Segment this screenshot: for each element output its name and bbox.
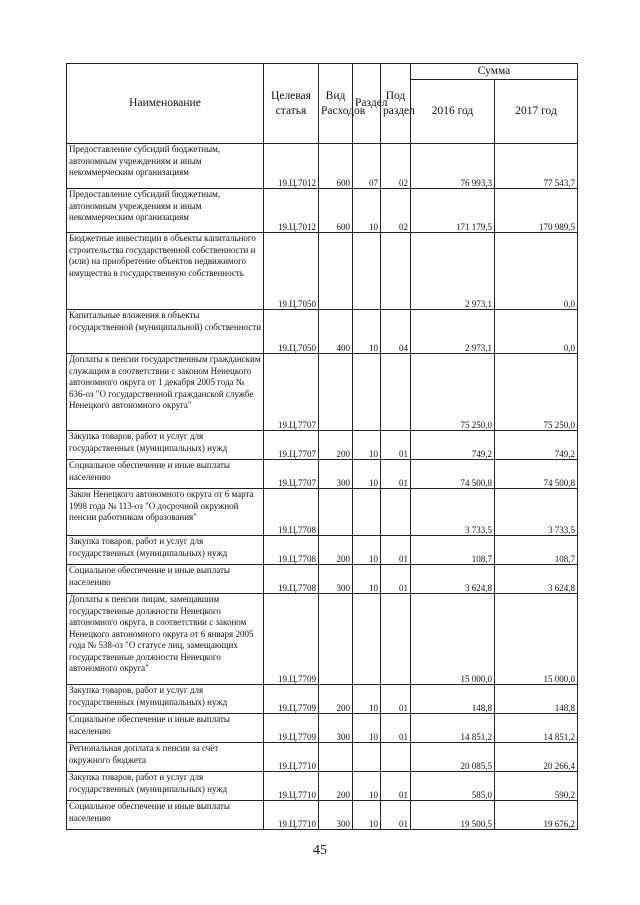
- row-sum-2017: 0,0: [495, 310, 578, 354]
- row-sum-2017: 108,7: [495, 536, 578, 565]
- row-subsection: [381, 489, 411, 536]
- row-name: Доплаты к пенсии государственным гражданским служащим в соответствии с законом Ненецкого автономного округа от 1 декабря 2005 года № 636-оз "О государственной гражданской службе Ненецкого автономного округа": [67, 354, 264, 431]
- header-section: Раздел: [353, 64, 381, 144]
- row-target-article: 19.Ц.7012: [264, 144, 319, 189]
- row-section: [353, 354, 381, 431]
- row-target-article: 19.Ц.7710: [264, 743, 319, 772]
- table-row: [67, 489, 578, 536]
- row-target-article: 19.Ц.7707: [264, 431, 319, 460]
- row-expense-type: 300: [319, 565, 353, 594]
- row-section: [353, 489, 381, 536]
- row-name: Капитальные вложения в объекты государственной (муниципальной) собственности: [67, 310, 264, 354]
- header-sum: Сумма: [411, 64, 578, 80]
- row-expense-type: 300: [319, 460, 353, 489]
- row-section: [353, 594, 381, 685]
- row-target-article: 19.Ц.7708: [264, 536, 319, 565]
- row-subsection: [381, 354, 411, 431]
- row-section: [353, 233, 381, 310]
- row-target-article: 19.Ц.7012: [264, 189, 319, 233]
- row-expense-type: 600: [319, 144, 353, 189]
- row-subsection: 02: [381, 189, 411, 233]
- row-target-article: 19.Ц.7707: [264, 460, 319, 489]
- row-section: 10: [353, 565, 381, 594]
- row-name: Предоставление субсидий бюджетным, автономным учреждениям и иным некоммерческим организациям: [67, 144, 264, 189]
- row-name: Социальное обеспечение и иные выплаты населению: [67, 565, 264, 594]
- row-section: 10: [353, 460, 381, 489]
- row-expense-type: 300: [319, 801, 353, 830]
- row-sum-2016: 585,0: [411, 772, 495, 801]
- row-target-article: 19.Ц.7707: [264, 354, 319, 431]
- table-row: [67, 594, 578, 685]
- row-expense-type: [319, 743, 353, 772]
- row-target-article: 19.Ц.7709: [264, 594, 319, 685]
- row-sum-2017: 3 624,8: [495, 565, 578, 594]
- row-sum-2016: 749,2: [411, 431, 495, 460]
- row-sum-2017: 19 676,2: [495, 801, 578, 830]
- row-subsection: 02: [381, 144, 411, 189]
- row-name: Доплаты к пенсии лицам, замещавшим государственные должности Ненецкого автономного округа, в соответствии с законом Ненецкого автономного округа от 6 января 2005 года № 538-оз "О статусе лиц, замещающих государственные должности Ненецкого автономного округа": [67, 594, 264, 685]
- row-target-article: 19.Ц.7708: [264, 489, 319, 536]
- row-name: Социальное обеспечение и иные выплаты населению: [67, 460, 264, 489]
- row-sum-2017: 0,0: [495, 233, 578, 310]
- row-subsection: 01: [381, 431, 411, 460]
- row-sum-2016: 75 250,0: [411, 354, 495, 431]
- table-row: [67, 233, 578, 310]
- row-subsection: 01: [381, 685, 411, 714]
- row-target-article: 19.Ц.7710: [264, 801, 319, 830]
- row-sum-2016: 76 993,3: [411, 144, 495, 189]
- row-sum-2016: 148,8: [411, 685, 495, 714]
- table-row: [67, 144, 578, 189]
- table-row: [67, 460, 578, 489]
- row-section: 10: [353, 772, 381, 801]
- row-sum-2016: 15 000,0: [411, 594, 495, 685]
- row-sum-2017: 3 733,5: [495, 489, 578, 536]
- row-sum-2017: 74 500,8: [495, 460, 578, 489]
- row-section: 10: [353, 431, 381, 460]
- row-sum-2017: 75 250,0: [495, 354, 578, 431]
- row-subsection: [381, 743, 411, 772]
- row-sum-2017: 590,2: [495, 772, 578, 801]
- row-subsection: 01: [381, 801, 411, 830]
- table-row: [67, 354, 578, 431]
- row-sum-2016: 14 851,2: [411, 714, 495, 743]
- table-row: [67, 743, 578, 772]
- row-target-article: 19.Ц.7709: [264, 685, 319, 714]
- row-expense-type: [319, 489, 353, 536]
- row-subsection: 01: [381, 536, 411, 565]
- row-target-article: 19.Ц.7710: [264, 772, 319, 801]
- header-expense-type: Вид Расходов: [319, 64, 353, 144]
- header-year-2016: 2016 год: [411, 80, 495, 144]
- row-section: 10: [353, 189, 381, 233]
- row-sum-2016: 20 085,5: [411, 743, 495, 772]
- row-target-article: 19.Ц.7709: [264, 714, 319, 743]
- table-row: [67, 189, 578, 233]
- row-sum-2017: 749,2: [495, 431, 578, 460]
- row-sum-2016: 74 500,8: [411, 460, 495, 489]
- row-expense-type: [319, 594, 353, 685]
- row-sum-2016: 3 624,8: [411, 565, 495, 594]
- row-subsection: [381, 594, 411, 685]
- table-row: [67, 714, 578, 743]
- table-body: [67, 144, 578, 830]
- row-subsection: [381, 233, 411, 310]
- row-sum-2016: 19 500,5: [411, 801, 495, 830]
- row-expense-type: 200: [319, 685, 353, 714]
- page-number: 45: [313, 843, 327, 858]
- row-name: Закупка товаров, работ и услуг для государственных (муниципальных) нужд: [67, 772, 264, 801]
- row-section: 07: [353, 144, 381, 189]
- header-name: Наименование: [67, 64, 264, 144]
- row-section: [353, 743, 381, 772]
- table-row: [67, 772, 578, 801]
- row-target-article: 19.Ц.7050: [264, 310, 319, 354]
- row-expense-type: 300: [319, 714, 353, 743]
- row-section: 10: [353, 801, 381, 830]
- row-section: 10: [353, 310, 381, 354]
- row-subsection: 04: [381, 310, 411, 354]
- row-name: Бюджетные инвестиции в объекты капитального строительства государственной собственности и (или) на приобретение объектов недвижимого имущества в государственную собственность: [67, 233, 264, 310]
- row-sum-2016: 171 179,5: [411, 189, 495, 233]
- row-name: Социальное обеспечение и иные выплаты населению: [67, 801, 264, 830]
- row-expense-type: 400: [319, 310, 353, 354]
- row-expense-type: 200: [319, 431, 353, 460]
- header-target-article: Целевая статья: [264, 64, 319, 144]
- row-name: Закон Ненецкого автономного округа от 6 марта 1998 года № 113-оз "О досрочной окружной пенсии работникам образования": [67, 489, 264, 536]
- row-expense-type: [319, 233, 353, 310]
- row-sum-2017: 14 851,2: [495, 714, 578, 743]
- row-sum-2016: 3 733,5: [411, 489, 495, 536]
- header-year-2017: 2017 год: [495, 80, 578, 144]
- table-row: [67, 310, 578, 354]
- row-sum-2017: 148,8: [495, 685, 578, 714]
- row-section: 10: [353, 685, 381, 714]
- row-expense-type: [319, 354, 353, 431]
- row-expense-type: 200: [319, 536, 353, 565]
- table-row: [67, 536, 578, 565]
- row-section: 10: [353, 714, 381, 743]
- row-name: Закупка товаров, работ и услуг для государственных (муниципальных) нужд: [67, 536, 264, 565]
- row-sum-2017: 77 543,7: [495, 144, 578, 189]
- table-row: [67, 801, 578, 830]
- row-sum-2016: 2 973,1: [411, 310, 495, 354]
- row-target-article: 19.Ц.7708: [264, 565, 319, 594]
- row-expense-type: 600: [319, 189, 353, 233]
- row-target-article: 19.Ц.7050: [264, 233, 319, 310]
- row-expense-type: 200: [319, 772, 353, 801]
- row-name: Предоставление субсидий бюджетным, автономным учреждениям и иным некоммерческим организациям: [67, 189, 264, 233]
- row-subsection: 01: [381, 714, 411, 743]
- row-sum-2017: 170 989,5: [495, 189, 578, 233]
- row-sum-2017: 15 000,0: [495, 594, 578, 685]
- row-subsection: 01: [381, 460, 411, 489]
- row-name: Социальное обеспечение и иные выплаты населению: [67, 714, 264, 743]
- row-sum-2016: 108,7: [411, 536, 495, 565]
- row-subsection: 01: [381, 772, 411, 801]
- table-row: [67, 685, 578, 714]
- table-row: [67, 565, 578, 594]
- row-name: Закупка товаров, работ и услуг для государственных (муниципальных) нужд: [67, 685, 264, 714]
- row-name: Закупка товаров, работ и услуг для государственных (муниципальных) нужд: [67, 431, 264, 460]
- row-name: Региональная доплата к пенсии за счёт окружного бюджета: [67, 743, 264, 772]
- table-row: [67, 431, 578, 460]
- row-section: 10: [353, 536, 381, 565]
- budget-table: [66, 63, 578, 830]
- row-sum-2016: 2 973,1: [411, 233, 495, 310]
- row-subsection: 01: [381, 565, 411, 594]
- header-subsection: Под раздел: [381, 64, 411, 144]
- row-sum-2017: 20 266,4: [495, 743, 578, 772]
